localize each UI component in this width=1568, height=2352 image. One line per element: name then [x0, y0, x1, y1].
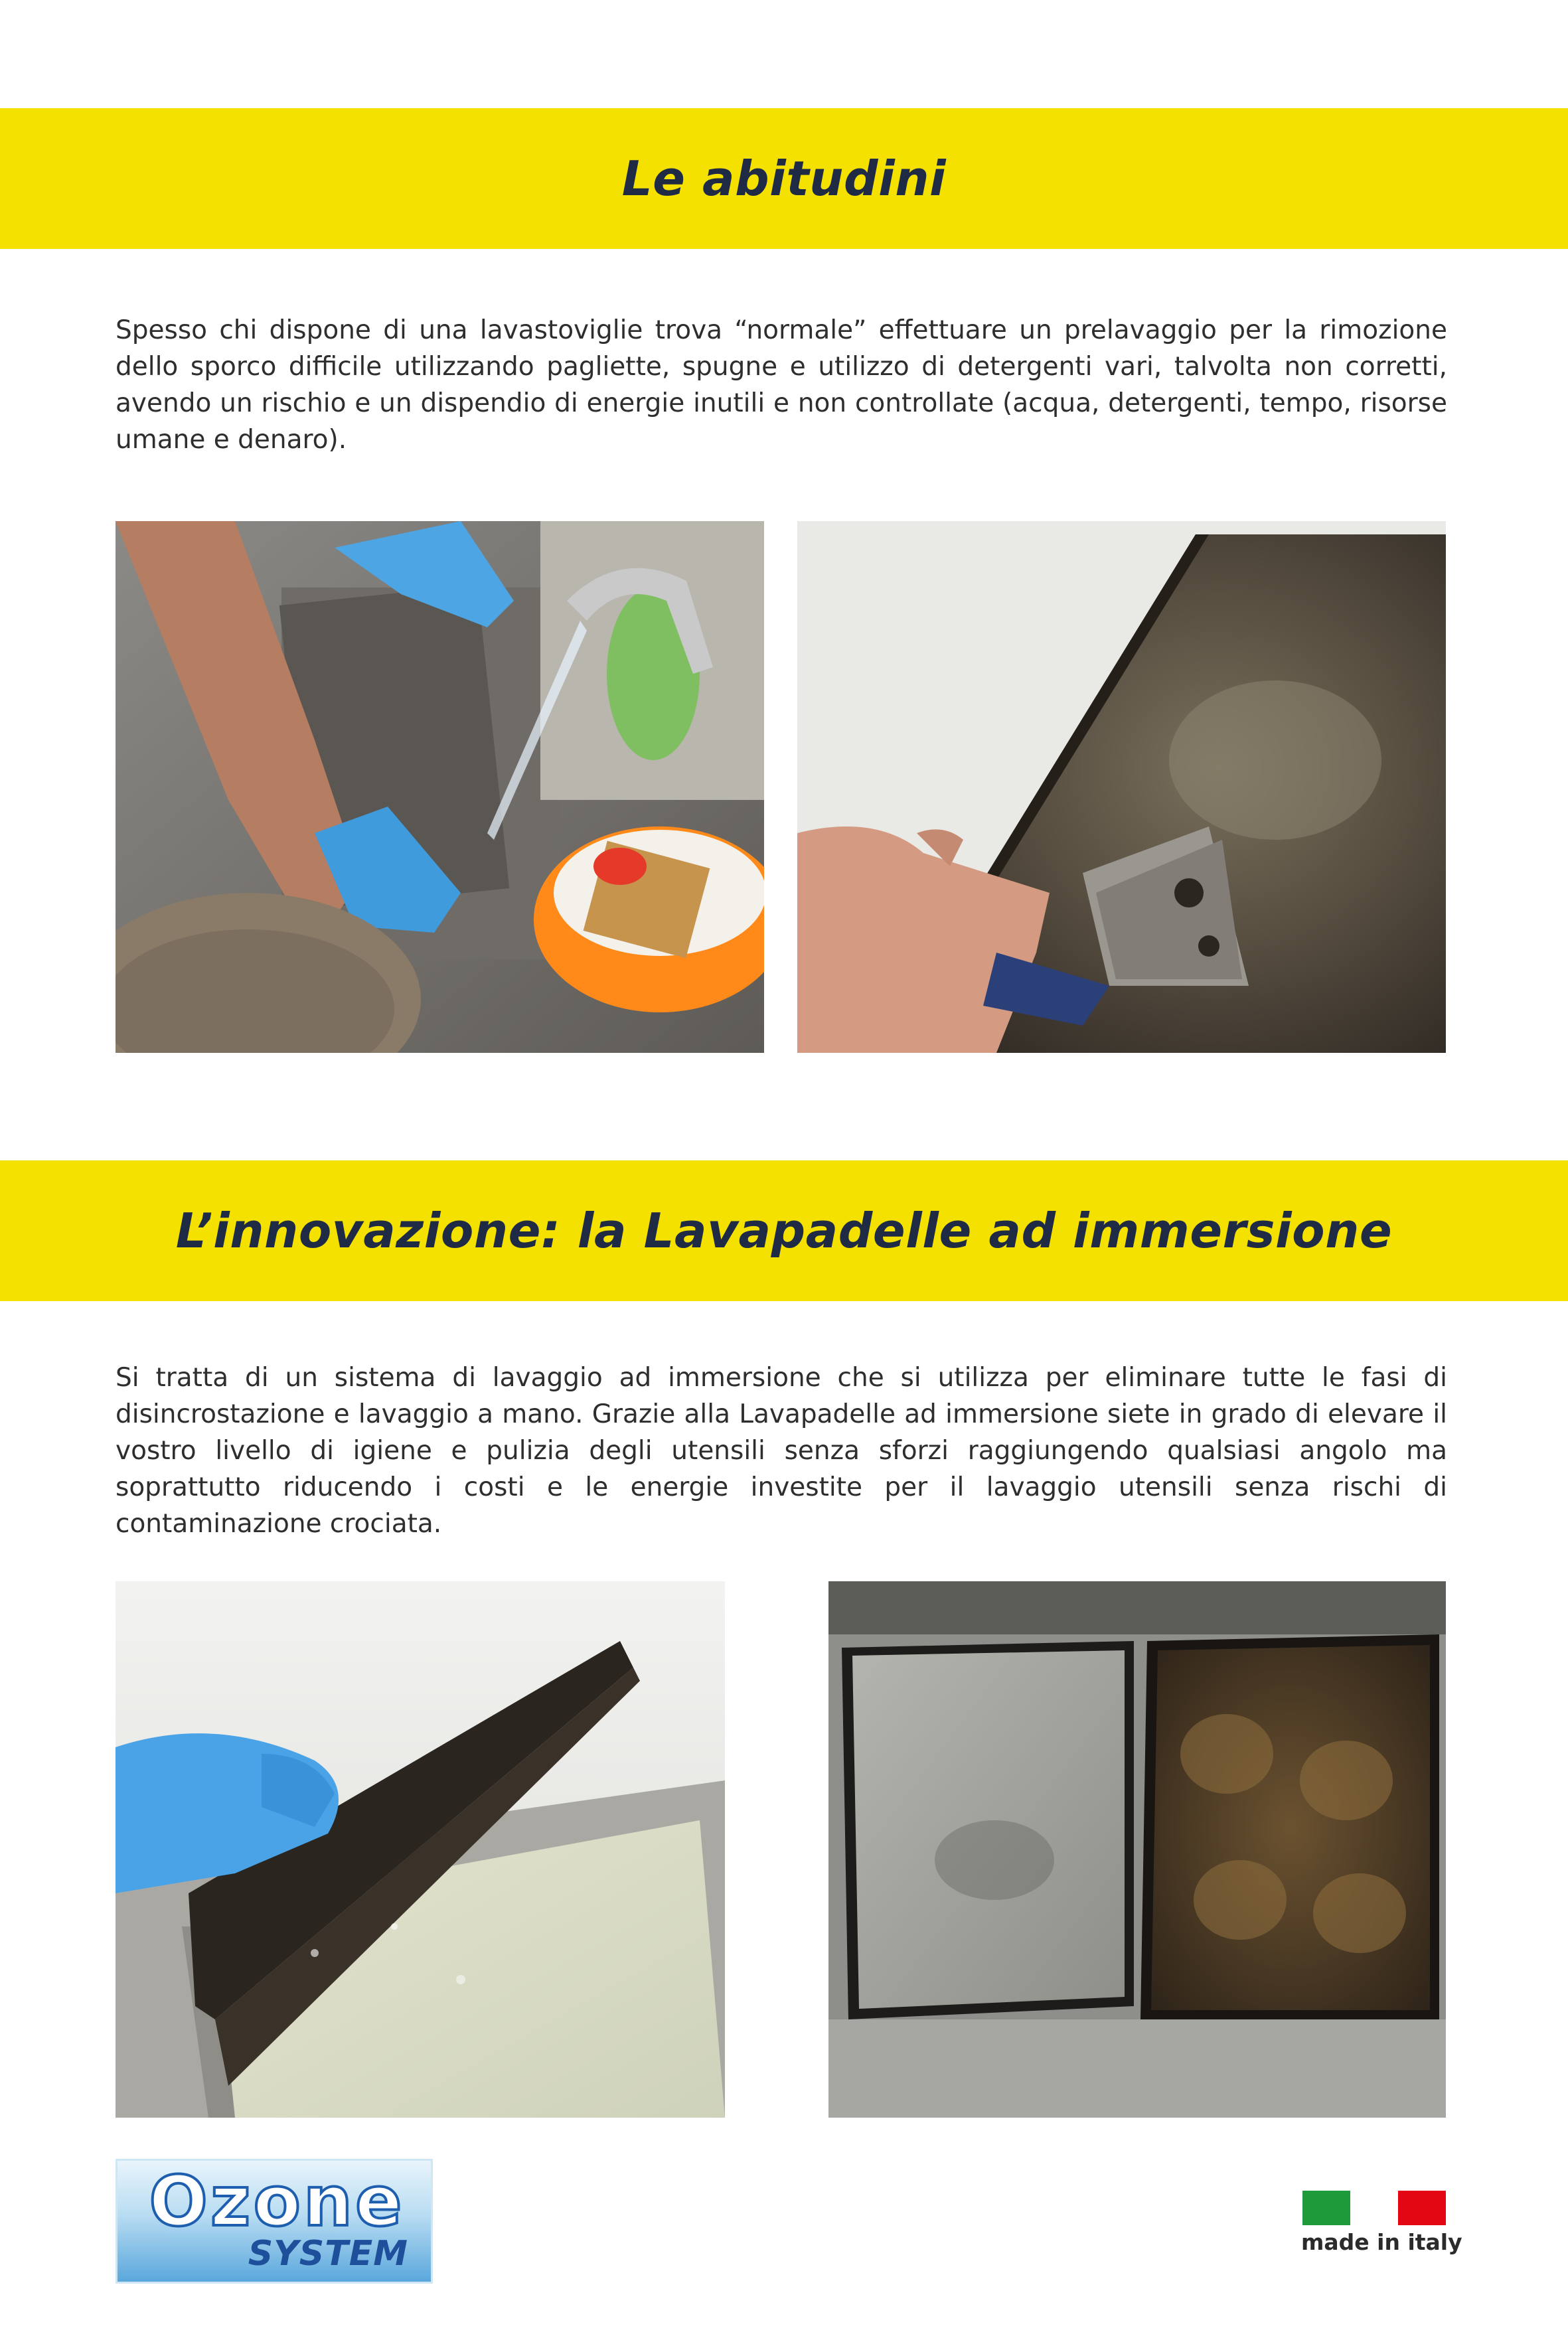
ozone-system-logo [116, 2159, 433, 2284]
photo-before-after-trays [828, 1581, 1446, 2118]
section-paragraph: Si tratta di un sistema di lavaggio ad immersione che si utilizza per eliminare tutte le fasi di disincrostazione e lavaggio a mano. Grazie alla Lavapadelle ad immersione siete in grado di elevare il vostro livello di igiene e pulizia degli utensili senza sforzi raggiungendo qualsiasi angolo ma soprattutto riducendo i costi e le energie investite per il lavaggio utensili senza rischi di contaminazione crociata. [116, 1363, 1447, 1539]
photo-sink-prewash [116, 521, 764, 1053]
section-title: Le abitudini [621, 151, 947, 206]
photo-immersion-tank [116, 1581, 725, 2118]
logo-word: Ozone [149, 2161, 405, 2242]
made-in-italy-label: made in italy [1301, 2229, 1462, 2255]
section-title: L’innovazione: la Lavapadelle ad immersione [175, 1203, 1393, 1259]
section-banner-innovation [0, 1160, 1568, 1301]
photo-griddle-scraping [797, 521, 1446, 1053]
section-paragraph: Spesso chi dispone di una lavastoviglie trova “normale” effettuare un prelavaggio per la rimozione dello sporco difficile utilizzando pagliette, spugne e utilizzo di detergenti vari, talvolta non corretti, avendo un rischio e un dispendio di energie inutili e non controllate (acqua, detergenti, tempo, risorse umane e denaro). [116, 315, 1447, 455]
logo-sub: SYSTEM [248, 2234, 408, 2274]
section-banner-habits [0, 108, 1568, 249]
italian-flag-icon [1302, 2191, 1446, 2225]
